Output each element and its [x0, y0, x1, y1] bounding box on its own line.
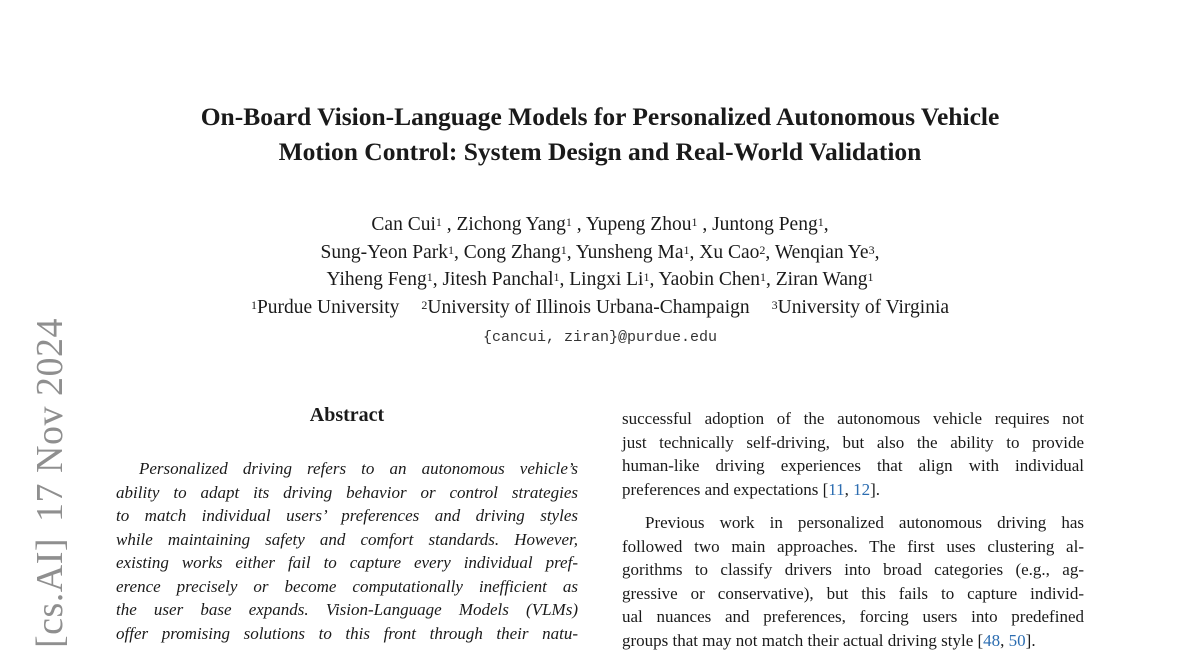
abstract-line: the user base expands. Vision-Language Models (VLMs)	[116, 598, 578, 622]
author-name: Yaobin Chen	[658, 269, 760, 290]
author-separator: ,	[690, 242, 700, 263]
abstract-body	[116, 457, 578, 645]
body-text: groups that may not match their actual driving style [	[622, 631, 983, 650]
intro-paragraph	[622, 511, 1084, 652]
affiliation-marker: 1	[427, 270, 433, 284]
paper-title	[0, 99, 1200, 169]
author-name: Zichong Yang	[457, 214, 566, 235]
abstract-line: existing works either fail to capture every individual pref-	[116, 551, 578, 575]
body-text: preferences and expectations [	[622, 480, 828, 499]
affiliation-marker: 1	[867, 270, 873, 284]
affiliation-number: 2	[421, 298, 427, 312]
affiliations-line	[0, 294, 1200, 322]
author-name: Jitesh Panchal	[442, 269, 553, 290]
affiliation-marker: 1	[436, 215, 442, 229]
author-name: Ziran Wang	[776, 269, 868, 290]
affiliation-marker: 1	[684, 243, 690, 257]
author-name: Yunsheng Ma	[576, 242, 684, 263]
affiliation-name: University of Virginia	[778, 297, 949, 318]
author-separator: ,	[649, 269, 658, 290]
citation-link[interactable]: 50	[1009, 631, 1026, 650]
affiliation-name: University of Illinois Urbana-Champaign	[427, 297, 749, 318]
intro-column	[622, 407, 1084, 652]
abstract-line: ability to adapt its driving behavior or control strategies	[116, 481, 578, 505]
affiliation-marker: 1	[566, 215, 572, 229]
author-line	[0, 211, 1200, 239]
arxiv-identifier-stamp	[28, 318, 72, 648]
author-separator: ,	[433, 269, 443, 290]
author-block	[0, 211, 1200, 321]
author-separator: ,	[560, 269, 570, 290]
author-name: Wenqian Ye	[775, 242, 869, 263]
author-separator: ,	[766, 269, 776, 290]
author-name: Cong Zhang	[464, 242, 561, 263]
affiliation-marker: 1	[561, 243, 567, 257]
body-line: Previous work in personalized autonomous driving has	[622, 511, 1084, 535]
affiliation-marker: 3	[869, 243, 875, 257]
affiliation-marker: 1	[818, 215, 824, 229]
affiliation-marker: 1	[760, 270, 766, 284]
author-name: Lingxi Li	[569, 269, 643, 290]
author-separator: ,	[442, 214, 457, 235]
author-line	[0, 239, 1200, 267]
abstract-line: Personalized driving refers to an autonomous vehicle’s	[116, 457, 578, 481]
author-separator: ,	[697, 214, 712, 235]
body-line: gorithms to classify drivers into broad categories (e.g., ag-	[622, 558, 1084, 582]
author-name: Yupeng Zhou	[586, 214, 692, 235]
abstract-line: to match individual users’ preferences and driving styles	[116, 504, 578, 528]
author-name: Yiheng Feng	[327, 269, 427, 290]
body-line: just technically self-driving, but also the ability to provide	[622, 431, 1084, 455]
body-line: followed two main approaches. The first uses clustering al-	[622, 535, 1084, 559]
citation-link[interactable]: 48	[983, 631, 1000, 650]
author-separator: ,	[454, 242, 464, 263]
body-text: ].	[1026, 631, 1036, 650]
author-separator: ,	[572, 214, 586, 235]
affiliation-marker: 1	[691, 215, 697, 229]
affiliation-marker: 2	[759, 243, 765, 257]
abstract-line: offer promising solutions to this front through their natu-	[116, 622, 578, 646]
citation-separator: ,	[1000, 631, 1009, 650]
author-separator: ,	[824, 214, 829, 235]
body-text: ].	[870, 480, 880, 499]
citation-separator: ,	[845, 480, 854, 499]
affiliation-marker: 1	[448, 243, 454, 257]
affiliation-name: Purdue University	[257, 297, 399, 318]
body-line: ual nuances and preferences, forcing users into predefined	[622, 605, 1084, 629]
body-line: gressive or conservative), but this fails to capture individ-	[622, 582, 1084, 606]
body-line	[622, 629, 1084, 652]
abstract-line: while maintaining safety and comfort standards. However,	[116, 528, 578, 552]
arxiv-date: 17 Nov 2024	[29, 318, 71, 522]
author-name: Can Cui	[371, 214, 435, 235]
author-separator: ,	[765, 242, 774, 263]
body-line: successful adoption of the autonomous vehicle requires not	[622, 407, 1084, 431]
title-line: On-Board Vision-Language Models for Personalized Autonomous Vehicle	[0, 99, 1200, 134]
author-separator: ,	[567, 242, 576, 263]
citation-link[interactable]: 11	[828, 480, 844, 499]
intro-paragraph	[622, 407, 1084, 501]
title-line: Motion Control: System Design and Real-World Validation	[0, 134, 1200, 169]
affiliation-marker: 1	[643, 270, 649, 284]
abstract-heading: Abstract	[116, 404, 578, 427]
author-name: Juntong Peng	[712, 214, 818, 235]
body-line: human-like driving experiences that align with individual	[622, 454, 1084, 478]
author-separator: ,	[875, 242, 880, 263]
author-line	[0, 266, 1200, 294]
affiliation-number: 3	[772, 298, 778, 312]
contact-email: {cancui, ziran}@purdue.edu	[0, 329, 1200, 346]
author-name: Sung-Yeon Park	[321, 242, 449, 263]
arxiv-category: [cs.AI]	[29, 538, 71, 648]
author-name: Xu Cao	[699, 242, 759, 263]
affiliation-number: 1	[251, 298, 257, 312]
citation-link[interactable]: 12	[853, 480, 870, 499]
body-line	[622, 478, 1084, 502]
affiliation-marker: 1	[554, 270, 560, 284]
abstract-line: erence precisely or become computationally inefficient as	[116, 575, 578, 599]
